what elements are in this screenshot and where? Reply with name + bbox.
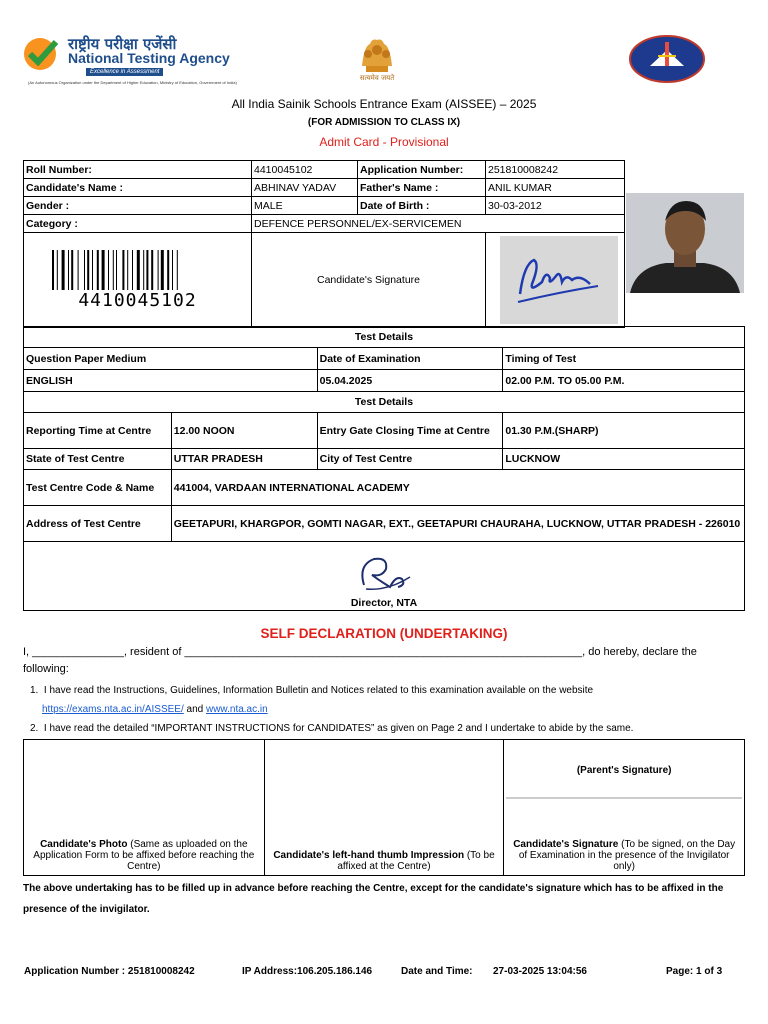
gate-closing-label: Entry Gate Closing Time at Centre xyxy=(317,413,503,449)
category-value: DEFENCE PERSONNEL/EX-SERVICEMEN xyxy=(252,215,625,233)
signature-label: Candidate's Signature xyxy=(252,233,486,328)
emblem-motto: सत्यमेव जयते xyxy=(359,74,395,82)
declaration-title: SELF DECLARATION (UNDERTAKING) xyxy=(260,626,508,641)
timing-value: 02.00 P.M. TO 05.00 P.M. xyxy=(503,370,745,392)
barcode-icon xyxy=(50,250,226,290)
address-value: GEETAPURI, KHARGPOR, GOMTI NAGAR, EXT., GEETAPURI CHAURAHA, LUCKNOW, UTTAR PRADESH - 226010 xyxy=(171,506,744,542)
admit-card-label: Admit Card - Provisional xyxy=(319,135,449,149)
centre-code-label: Test Centre Code & Name xyxy=(24,470,172,506)
gate-closing-value: 01.30 P.M.(SHARP) xyxy=(503,413,745,449)
reporting-value: 12.00 NOON xyxy=(171,413,317,449)
city-value: LUCKNOW xyxy=(503,449,745,470)
signature-box-title: Candidate's Signature xyxy=(513,839,619,850)
medium-value: ENGLISH xyxy=(24,370,318,392)
director-cell xyxy=(24,542,745,611)
exam-title: All India Sainik Schools Entrance Exam (AISSEE) – 2025 xyxy=(231,97,537,111)
gender-value: MALE xyxy=(252,197,358,215)
dob-label: Date of Birth : xyxy=(358,197,486,215)
school-crest-icon xyxy=(628,34,706,84)
signature-box xyxy=(504,740,745,876)
undertaking-table xyxy=(23,739,745,876)
category-label: Category : xyxy=(24,215,252,233)
director-signature-icon xyxy=(344,551,424,597)
director-label: Director, NTA xyxy=(350,597,418,609)
footer-page: Page: 1 of 3 xyxy=(666,966,723,977)
candidate-photo-icon xyxy=(626,193,744,293)
dob-value: 30-03-2012 xyxy=(486,197,625,215)
barcode-cell xyxy=(24,233,252,328)
nta-subline: (An Autonomous Organization under the Department of Higher Education, Ministry of Education, Government of India) xyxy=(28,80,237,85)
application-label: Application Number: xyxy=(358,161,486,179)
thumb-box-title: Candidate's left-hand thumb Impression xyxy=(273,850,465,861)
address-label: Address of Test Centre xyxy=(24,506,172,542)
reporting-label: Reporting Time at Centre xyxy=(24,413,172,449)
nta-check-icon xyxy=(22,36,62,76)
declaration-list xyxy=(30,681,750,738)
nta-logo xyxy=(22,34,262,90)
admission-class: (FOR ADMISSION TO CLASS IX) xyxy=(307,117,461,128)
exam-date-label: Date of Examination xyxy=(317,348,503,370)
name-label: Candidate's Name : xyxy=(24,179,252,197)
father-label: Father's Name : xyxy=(358,179,486,197)
nta-name: National Testing Agency xyxy=(68,50,230,66)
declaration-item-2-text: I have read the detailed “IMPORTANT INSTRUCTIONS for CANDIDATES” as given on Page 2 and I undertake to abide by the same. xyxy=(43,723,634,734)
nta-tagline: Excellence in Assessment xyxy=(86,68,163,76)
medium-label: Question Paper Medium xyxy=(24,348,318,370)
exam-date-value: 05.04.2025 xyxy=(317,370,503,392)
footer-datetime-label: Date and Time: xyxy=(401,966,473,977)
sainik-school-logo xyxy=(628,34,706,84)
centre-code-value: 441004, VARDAAN INTERNATIONAL ACADEMY xyxy=(171,470,744,506)
declaration-item-1-text: I have read the Instructions, Guidelines, Information Bulletin and Notices related to this examination available on the website xyxy=(43,685,594,696)
test-details-heading-2: Test Details xyxy=(24,392,745,413)
undertaking-note: The above undertaking has to be filled up in advance before reaching the Centre, except for the candidate's signature which has to be affixed in the presence of the invigilator. xyxy=(23,883,724,915)
footer-datetime-value: 27-03-2025 13:04:56 xyxy=(493,966,587,977)
candidate-signature-note xyxy=(504,799,744,875)
thumb-box-note: (To be affixed at the Centre) xyxy=(337,850,495,872)
application-value: 251810008242 xyxy=(486,161,625,179)
test-details-heading: Test Details xyxy=(24,327,745,348)
signature-scan-icon xyxy=(490,234,620,326)
aissee-link[interactable]: https://exams.nta.ac.in/AISSEE/ xyxy=(42,704,184,715)
footer-application-number: Application Number : 251810008242 xyxy=(24,966,195,977)
declaration-item-1-links xyxy=(30,700,750,719)
national-emblem xyxy=(338,36,416,86)
timing-label: Timing of Test xyxy=(503,348,745,370)
candidate-details-table xyxy=(23,160,625,328)
photo-box-title: Candidate's Photo xyxy=(40,839,128,850)
nta-hindi-name: राष्ट्रीय परीक्षा एजेंसी xyxy=(68,35,177,53)
roll-value: 4410045102 xyxy=(252,161,358,179)
declaration-item-2: 2. I have read the detailed “IMPORTANT INSTRUCTIONS for CANDIDATES” as given on Page 2 and I undertake to abide by the same. xyxy=(30,723,634,734)
and-text: and xyxy=(183,704,206,715)
photo-box-note: (Same as uploaded on the Application Form to be affixed before reaching the Centre) xyxy=(33,839,255,872)
declaration-line: I, _______________, resident of _________________________________________________________________, do hereby, declare the following: xyxy=(23,646,697,675)
signature-box-note: (To be signed, on the Day of Examination in the presence of the Invigilator only) xyxy=(518,839,736,872)
state-value: UTTAR PRADESH xyxy=(171,449,317,470)
father-value: ANIL KUMAR xyxy=(486,179,625,197)
signature-image xyxy=(486,233,625,328)
lion-emblem-icon xyxy=(338,36,416,76)
footer-ip: IP Address:106.205.186.146 xyxy=(242,966,373,977)
roll-label: Roll Number: xyxy=(24,161,252,179)
nta-link[interactable]: www.nta.ac.in xyxy=(205,704,268,715)
photo-box xyxy=(24,740,265,876)
gender-label: Gender : xyxy=(24,197,252,215)
declaration-item-1: 1. I have read the Instructions, Guidelines, Information Bulletin and Notices related to this examination available on the website xyxy=(30,685,594,696)
thumb-box xyxy=(264,740,504,876)
state-label: State of Test Centre xyxy=(24,449,172,470)
parent-signature-label: (Parent's Signature) xyxy=(506,745,742,799)
test-details-table xyxy=(23,326,745,611)
barcode-number: 4410045102 xyxy=(78,289,197,311)
name-value: ABHINAV YADAV xyxy=(252,179,358,197)
candidate-photo xyxy=(626,193,744,293)
city-label: City of Test Centre xyxy=(317,449,503,470)
